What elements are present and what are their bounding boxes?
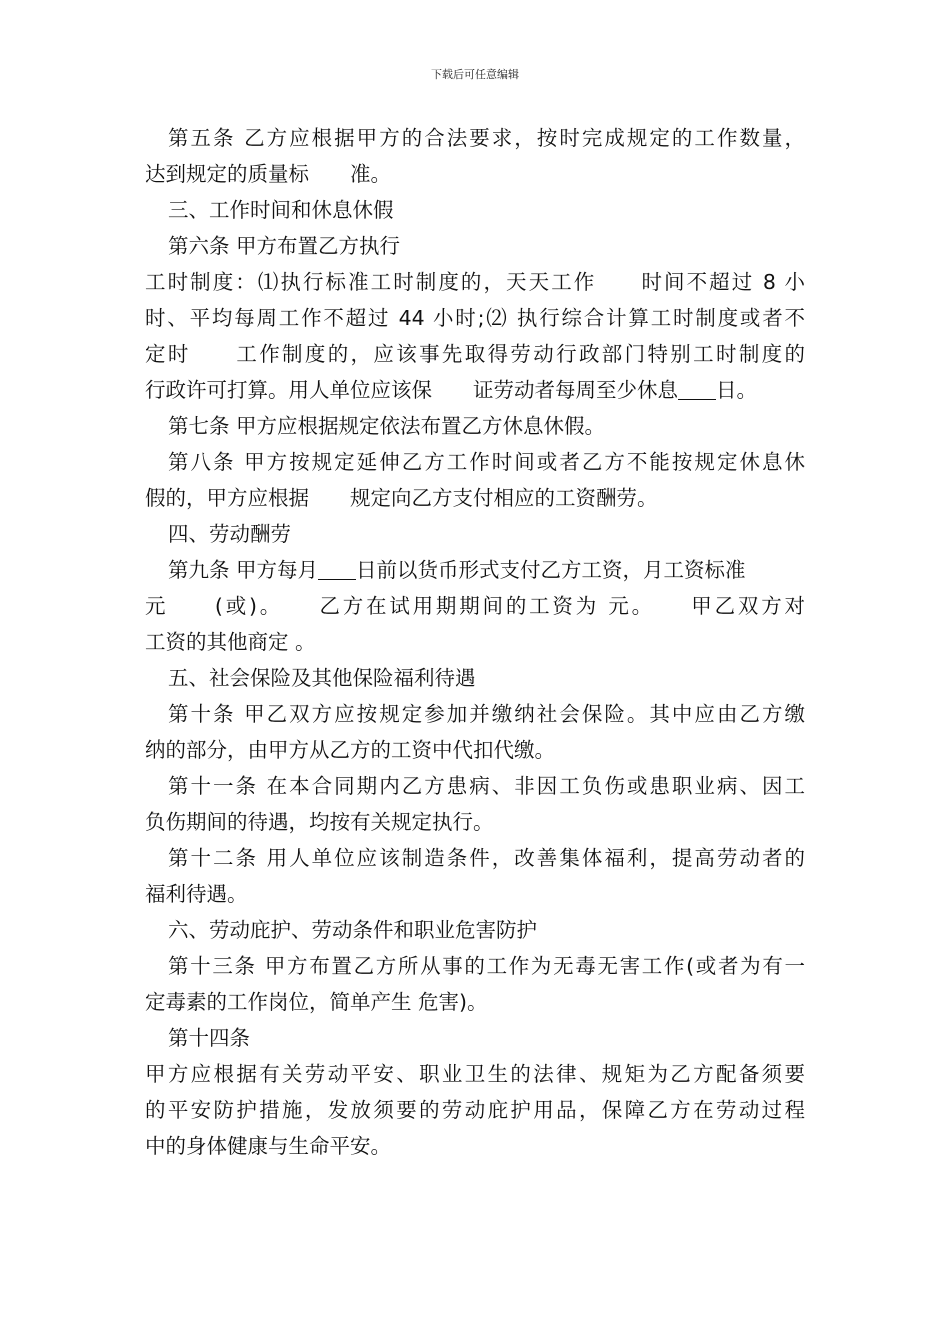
article-8-line-2: 假的，甲方应根据 规定向乙方支付相应的工资酬劳。 (145, 486, 658, 510)
article-7: 第七条 甲方应根据规定依法布置乙方休息休假。 (168, 414, 606, 438)
pay-day-blank (318, 557, 356, 580)
article-5-line-1: 第五条 乙方应根据甲方的合法要求，按时完成规定的工作数量， (168, 126, 805, 150)
article-9-line-2: 元 (或)。 乙方在试用期期间的工资为 元。 甲乙双方对 (145, 594, 805, 618)
article-6-line-5 (145, 372, 805, 408)
article-6-line-4: 定时 工作制度的，应该事先取得劳动行政部门特别工时制度的 (145, 342, 805, 366)
article-11-line-2: 负伤期间的待遇，均按有关规定执行。 (145, 810, 494, 834)
article-6-line-5-text: 行政许可打算。用人单位应该保 证劳动者每周至少休息 (145, 378, 678, 402)
article-10-line-1: 第十条 甲乙双方应按规定参加并缴纳社会保险。其中应由乙方缴 (168, 702, 805, 726)
article-14-line-3: 中的身体健康与生命平安。 (145, 1134, 391, 1158)
article-6-line-3: 时、平均每周工作不超过 44 小时;⑵ 执行综合计算工时制度或者不 (145, 306, 805, 330)
article-14-line-1: 甲方应根据有关劳动平安、职业卫生的法律、规矩为乙方配备须要 (145, 1062, 805, 1086)
article-9-line-1-start: 第九条 甲方每月 (168, 558, 319, 582)
article-9-line-1 (145, 552, 805, 588)
article-14-heading: 第十四条 (168, 1026, 250, 1050)
article-9-line-1-end: 日前以货币形式支付乙方工资，月工资标准 (356, 558, 746, 582)
section-4-heading: 四、劳动酬劳 (168, 522, 291, 546)
section-6-heading: 六、劳动庇护、劳动条件和职业危害防护 (168, 918, 537, 942)
article-8-line-1: 第八条 甲方按规定延伸乙方工作时间或者乙方不能按规定休息休 (168, 450, 805, 474)
article-12-line-2: 福利待遇。 (145, 882, 248, 906)
article-13-line-2: 定毒素的工作岗位，简单产生 危害)。 (145, 990, 488, 1014)
article-9-line-3: 工资的其他商定 。 (145, 630, 316, 654)
article-11-line-1: 第十一条 在本合同期内乙方患病、非因工负伤或患职业病、因工 (168, 774, 805, 798)
article-5-line-2: 达到规定的质量标 准。 (145, 162, 391, 186)
article-10-line-2: 纳的部分，由甲方从乙方的工资中代扣代缴。 (145, 738, 555, 762)
article-13-line-1: 第十三条 甲方布置乙方所从事的工作为无毒无害工作(或者为有一 (168, 954, 805, 978)
document-body (145, 120, 805, 1164)
article-14-line-2: 的平安防护措施，发放须要的劳动庇护用品，保障乙方在劳动过程 (145, 1098, 805, 1122)
article-6-line-2: 工时制度：⑴执行标准工时制度的，天天工作 时间不超过 8 小 (145, 270, 805, 294)
rest-days-blank (678, 377, 716, 400)
article-6-line-1: 第六条 甲方布置乙方执行 (168, 234, 401, 258)
article-6-line-5-end: 日。 (716, 378, 757, 402)
article-12-line-1: 第十二条 用人单位应该制造条件，改善集体福利，提高劳动者的 (168, 846, 805, 870)
section-3-heading: 三、工作时间和休息休假 (168, 198, 394, 222)
page-header: 下载后可任意编辑 (431, 68, 519, 81)
section-5-heading: 五、社会保险及其他保险福利待遇 (168, 666, 476, 690)
